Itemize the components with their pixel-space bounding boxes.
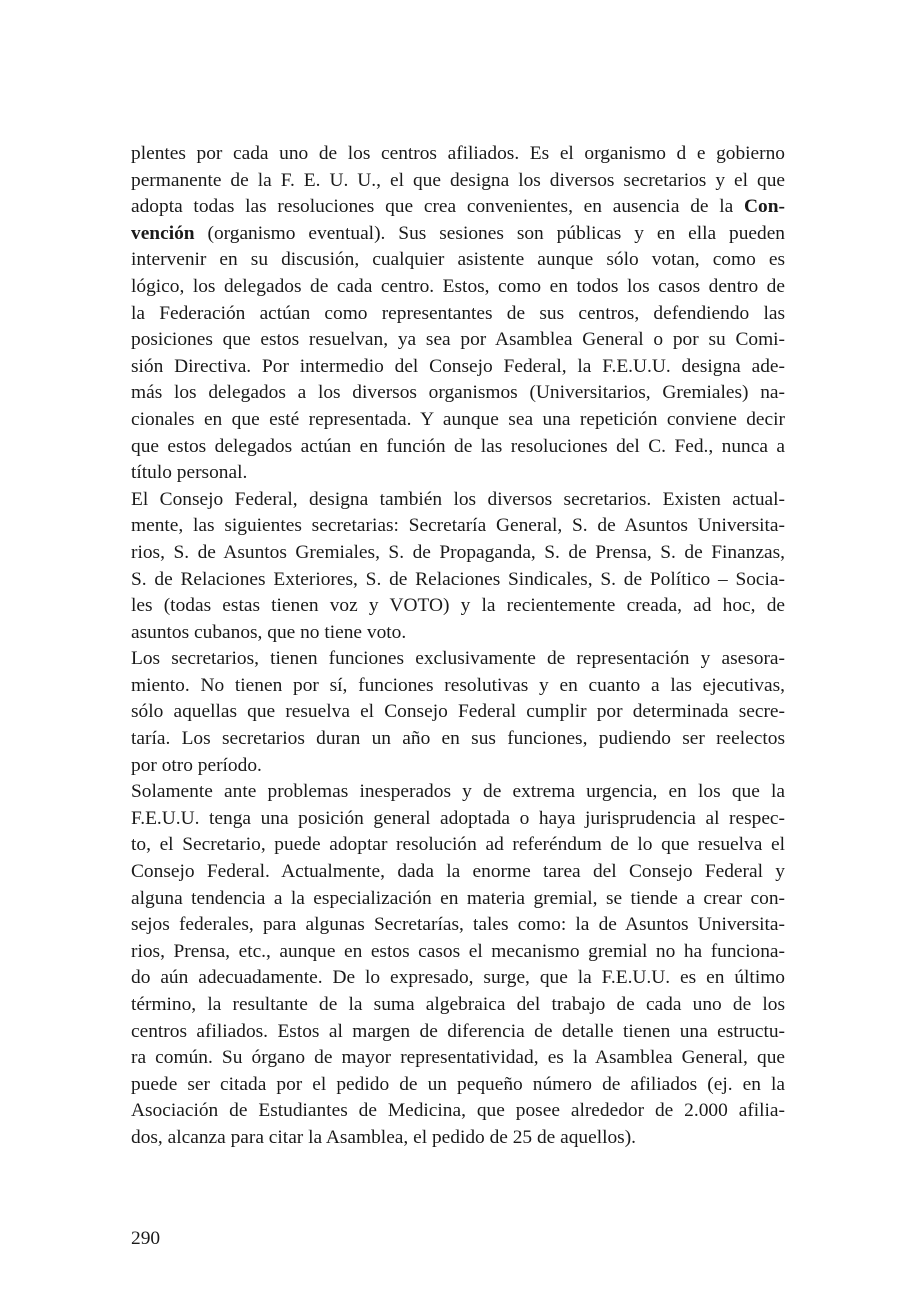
- text-line: [131, 407, 785, 434]
- text-line: [131, 779, 785, 806]
- text-line: [131, 434, 785, 461]
- text-line: [131, 806, 785, 833]
- text-run: posiciones que estos resuelvan, ya sea por Asamblea General o por su Comi-: [131, 329, 785, 351]
- text-run: F.E.U.U. tenga una posición general adoptada o haya jurisprudencia al respec-: [131, 807, 785, 829]
- body-text: [131, 141, 785, 1152]
- text-run: (organismo eventual). Sus sesiones son públicas y en ella pueden: [194, 222, 785, 244]
- text-line: [131, 540, 785, 567]
- text-run: sión Directiva. Por intermedio del Consejo Federal, la F.E.U.U. designa ade-: [131, 355, 785, 377]
- text-run: alguna tendencia a la especialización en materia gremial, se tiende a crear con-: [131, 887, 785, 909]
- text-line: [131, 168, 785, 195]
- text-line: [131, 247, 785, 274]
- text-line: [131, 567, 785, 594]
- text-line: [131, 992, 785, 1019]
- text-line: [131, 327, 785, 354]
- text-line: [131, 886, 785, 913]
- text-line: [131, 194, 785, 221]
- text-line: [131, 1019, 785, 1046]
- text-run: S. de Relaciones Exteriores, S. de Relaciones Sindicales, S. de Político – Socia-: [131, 568, 785, 590]
- text-line: [131, 1098, 785, 1125]
- text-run: por otro período.: [131, 754, 262, 776]
- text-line: [131, 221, 785, 248]
- text-run: sólo aquellas que resuelva el Consejo Federal cumplir por determinada secre-: [131, 701, 785, 723]
- text-line: [131, 1045, 785, 1072]
- text-run: puede ser citada por el pedido de un pequeño número de afiliados (ej. en la: [131, 1073, 785, 1095]
- text-line: [131, 965, 785, 992]
- paragraph: [131, 141, 785, 487]
- text-line: [131, 380, 785, 407]
- text-line: [131, 859, 785, 886]
- text-run: que estos delegados actúan en función de las resoluciones del C. Fed., nunca a: [131, 435, 785, 457]
- text-line: [131, 301, 785, 328]
- text-run: Los secretarios, tienen funciones exclusivamente de representación y asesora-: [131, 648, 785, 670]
- text-run: rios, Prensa, etc., aunque en estos casos el mecanismo gremial no ha funciona-: [131, 940, 785, 962]
- text-run: rios, S. de Asuntos Gremiales, S. de Propaganda, S. de Prensa, S. de Finanzas,: [131, 541, 785, 563]
- text-run: taría. Los secretarios duran un año en sus funciones, pudiendo ser reelectos: [131, 728, 785, 750]
- text-line: [131, 753, 785, 780]
- text-run: plentes por cada uno de los centros afiliados. Es el organismo d e gobierno: [131, 143, 785, 164]
- text-run: título personal.: [131, 462, 248, 484]
- text-run: intervenir en su discusión, cualquier asistente aunque sólo votan, como es: [131, 249, 785, 271]
- text-run: permanente de la F. E. U. U., el que designa los diversos secretarios y el que: [131, 169, 785, 191]
- text-line: [131, 354, 785, 381]
- text-line: [131, 832, 785, 859]
- text-run: cionales en que esté representada. Y aunque sea una repetición conviene decir: [131, 408, 785, 430]
- text-line: [131, 646, 785, 673]
- text-run: más los delegados a los diversos organismos (Universitarios, Gremiales) na-: [131, 382, 785, 404]
- text-run: Asociación de Estudiantes de Medicina, que posee alrededor de 2.000 afilia-: [131, 1100, 785, 1122]
- text-line: [131, 141, 785, 168]
- paragraph: [131, 487, 785, 647]
- text-run: do aún adecuadamente. De lo expresado, surge, que la F.E.U.U. es en último: [131, 967, 785, 989]
- text-run: asuntos cubanos, que no tiene voto.: [131, 621, 407, 643]
- text-run: El Consejo Federal, designa también los diversos secretarios. Existen actual-: [131, 488, 785, 510]
- text-line: [131, 1072, 785, 1099]
- paragraph: [131, 646, 785, 779]
- bold-term: vención: [131, 222, 195, 244]
- text-line: [131, 912, 785, 939]
- text-run: término, la resultante de la suma algebraica del trabajo de cada uno de los: [131, 994, 785, 1015]
- text-line: [131, 513, 785, 540]
- page-number: 290: [131, 1228, 161, 1249]
- text-line: [131, 593, 785, 620]
- text-line: [131, 460, 785, 487]
- text-run: mente, las siguientes secretarias: Secretaría General, S. de Asuntos Universita-: [131, 515, 785, 537]
- text-line: [131, 1125, 785, 1152]
- text-run: ra común. Su órgano de mayor representatividad, es la Asamblea General, que: [131, 1047, 785, 1069]
- text-run: Consejo Federal. Actualmente, dada la enorme tarea del Consejo Federal y: [131, 861, 785, 883]
- text-line: [131, 673, 785, 700]
- text-run: sejos federales, para algunas Secretarías, tales como: la de Asuntos Universita-: [131, 914, 785, 936]
- text-run: lógico, los delegados de cada centro. Estos, como en todos los casos dentro de: [131, 275, 785, 297]
- text-line: [131, 274, 785, 301]
- text-run: miento. No tienen por sí, funciones resolutivas y en cuanto a las ejecutivas,: [131, 674, 785, 696]
- text-line: [131, 939, 785, 966]
- text-run: centros afiliados. Estos al margen de diferencia de detalle tienen una estructu-: [131, 1020, 785, 1042]
- paragraph: [131, 779, 785, 1151]
- text-line: [131, 726, 785, 753]
- text-line: [131, 699, 785, 726]
- text-line: [131, 487, 785, 514]
- text-run: les (todas estas tienen voz y VOTO) y la recientemente creada, ad hoc, de: [131, 595, 785, 617]
- text-run: dos, alcanza para citar la Asamblea, el pedido de 25 de aquellos).: [131, 1126, 637, 1148]
- bold-term: Con-: [744, 196, 785, 218]
- text-run: la Federación actúan como representantes de sus centros, defendiendo las: [131, 302, 785, 324]
- text-run: Solamente ante problemas inesperados y de extrema urgencia, en los que la: [131, 781, 785, 803]
- text-run: adopta todas las resoluciones que crea convenientes, en ausencia de la: [131, 196, 745, 218]
- text-run: to, el Secretario, puede adoptar resolución ad referéndum de lo que resuelva el: [131, 834, 785, 856]
- text-line: [131, 620, 785, 647]
